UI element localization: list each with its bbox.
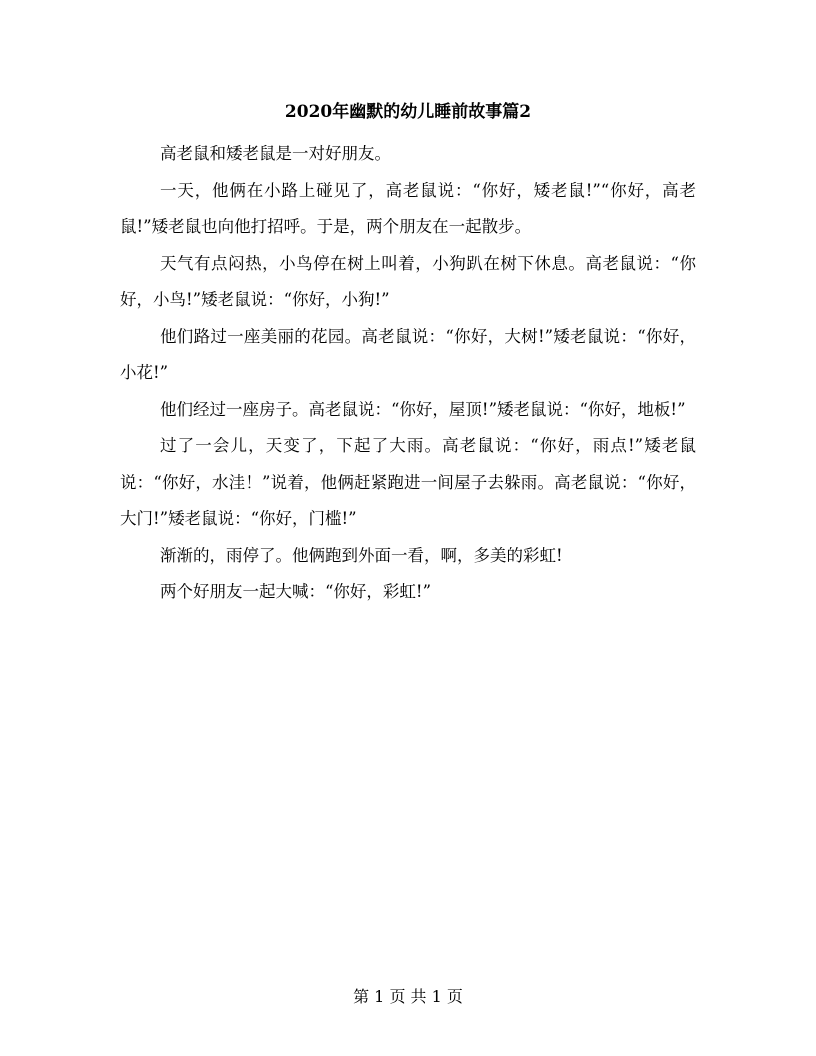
paragraph-3: 天气有点闷热，小鸟停在树上叫着，小狗趴在树下休息。高老鼠说：“你好，小鸟!”矮老鼠说：“你好，小狗!”: [120, 253, 696, 309]
story-body: [120, 136, 696, 611]
page-footer: 第 1 页 共 1 页: [353, 987, 463, 1006]
paragraph-5: 他们经过一座房子。高老鼠说：“你好，屋顶!”矮老鼠说：“你好，地板!”: [160, 399, 686, 419]
paragraph-6: 过了一会儿，天变了，下起了大雨。高老鼠说：“你好，雨点!”矮老鼠说：“你好，水洼！”说着，他俩赶紧跑进一间屋子去躲雨。高老鼠说：“你好，大门!”矮老鼠说：“你好，门槛!”: [120, 436, 696, 528]
document-title: 2020年幽默的幼儿睡前故事篇2: [284, 102, 532, 122]
paragraph-2: 一天，他俩在小路上碰见了，高老鼠说：“你好，矮老鼠!”“你好，高老鼠!”矮老鼠也向他打招呼。于是，两个朋友在一起散步。: [120, 180, 696, 236]
paragraph-8: 两个好朋友一起大喊：“你好，彩虹!”: [160, 582, 432, 601]
paragraph-4: 他们路过一座美丽的花园。高老鼠说：“你好，大树!”矮老鼠说：“你好，小花!”: [120, 326, 696, 382]
paragraph-7: 渐渐的，雨停了。他俩跑到外面一看，啊，多美的彩虹!: [160, 545, 563, 565]
paragraph-1: 高老鼠和矮老鼠是一对好朋友。: [160, 144, 391, 163]
